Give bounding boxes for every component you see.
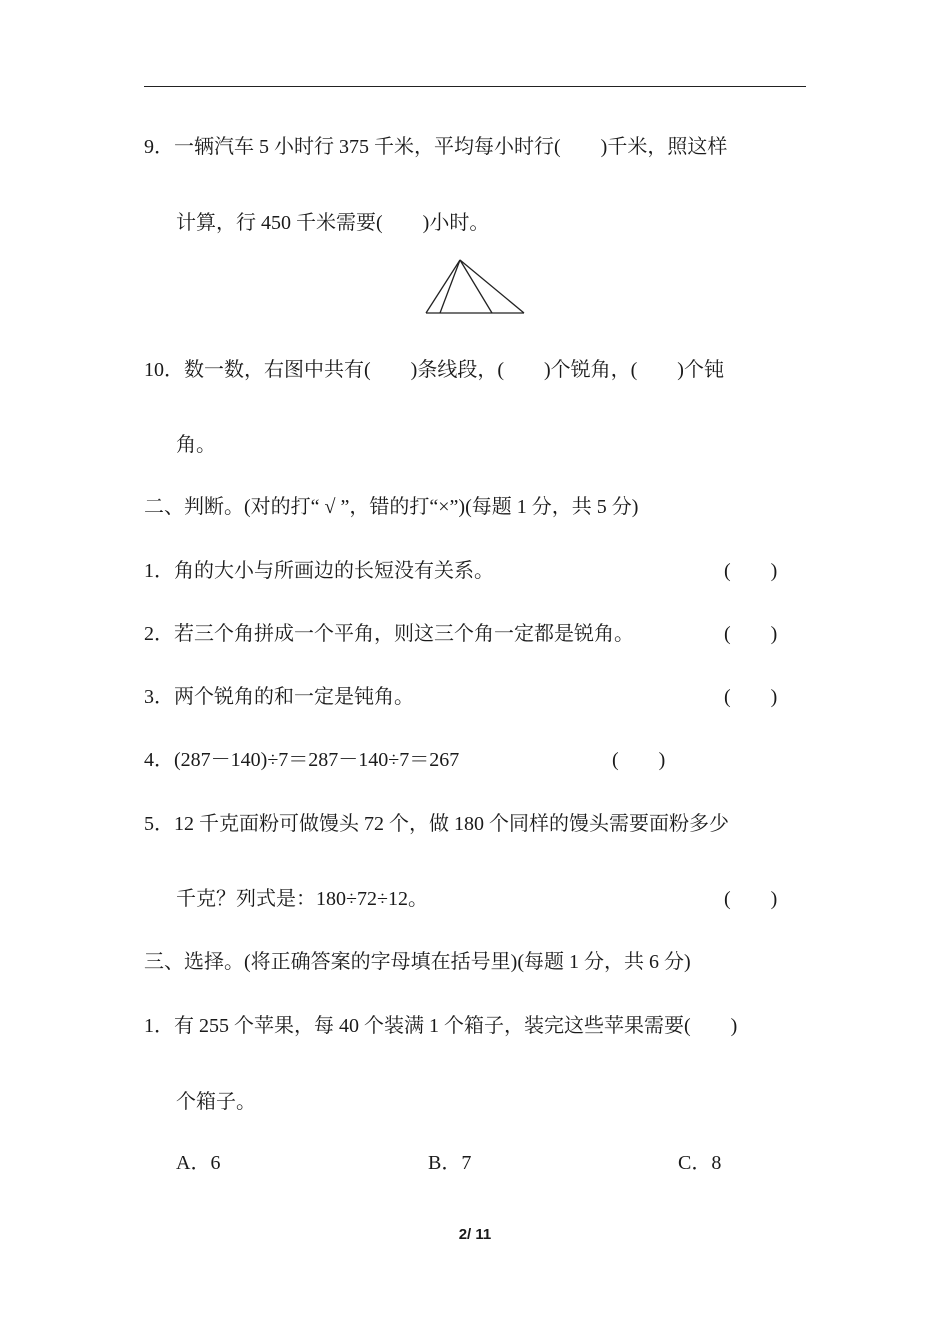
judge-item-2-answer: ( ) — [724, 623, 778, 645]
judge-item-3: 3．两个锐角的和一定是钝角。 — [144, 686, 414, 708]
section-2-heading: 二、判断。(对的打“ √ ”，错的打“×”)(每题 1 分，共 5 分) — [144, 496, 639, 518]
judge-item-4-answer: ( ) — [612, 749, 666, 771]
choice-1-option-b: B．7 — [428, 1152, 472, 1174]
judge-item-5-answer: ( ) — [724, 888, 778, 910]
judge-item-5-line-1: 5．12 千克面粉可做馒头 72 个，做 180 个同样的馒头需要面粉多少 — [144, 813, 729, 835]
question-10-line-1: 10．数一数，右图中共有( )条线段，( )个锐角，( )个钝 — [144, 359, 724, 381]
choice-1-option-c: C．8 — [678, 1152, 722, 1174]
judge-item-5-line-2: 千克？列式是：180÷72÷12。 — [176, 888, 428, 910]
question-9-line-1: 9．一辆汽车 5 小时行 375 千米，平均每小时行( )千米，照这样 — [144, 136, 728, 158]
choice-1-option-a: A．6 — [176, 1152, 221, 1174]
figure-inner-line-2 — [460, 260, 492, 313]
question-10-line-2: 角。 — [176, 434, 216, 456]
page-number: 2/ 11 — [458, 1226, 492, 1243]
judge-item-2: 2．若三个角拼成一个平角，则这三个角一定都是锐角。 — [144, 623, 634, 645]
judge-item-1-answer: ( ) — [724, 560, 778, 582]
question-9-line-2: 计算，行 450 千米需要( )小时。 — [176, 212, 490, 234]
choice-1-line-1: 1．有 255 个苹果，每 40 个装满 1 个箱子，装完这些苹果需要( ) — [144, 1015, 738, 1037]
figure-right-edge — [460, 260, 524, 313]
header-rule — [144, 86, 806, 87]
section-3-heading: 三、选择。(将正确答案的字母填在括号里)(每题 1 分，共 6 分) — [144, 951, 691, 973]
judge-item-4: 4．(287－140)÷7＝287－140÷7＝267 — [144, 749, 460, 771]
triangle-figure — [422, 257, 532, 317]
judge-item-3-answer: ( ) — [724, 686, 778, 708]
choice-1-line-2: 个箱子。 — [176, 1091, 256, 1113]
judge-item-1: 1．角的大小与所画边的长短没有关系。 — [144, 560, 494, 582]
